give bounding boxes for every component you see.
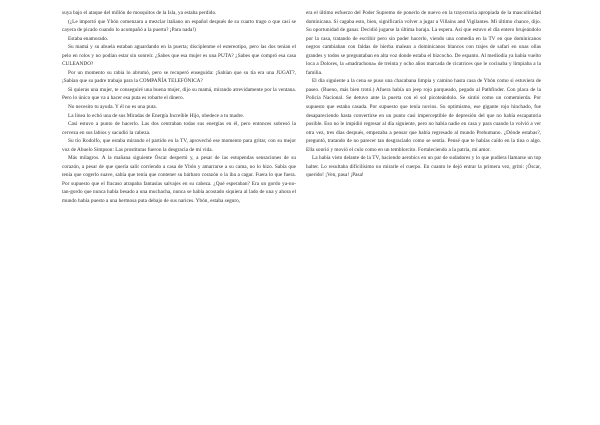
- paragraph: Casi estuvo a punto de hacerlo. Las dos centraban todas sus energías en él, pero entonces sobresó la cerveza en sus labios y sacudió la cabeza.: [62, 121, 296, 136]
- paragraph: era el último esfuerzo del Poder Supremo de ponerlo de nuevo en la trayectoria apropiada de la masculinidad dominicana. Si cagaba esto, bien, significaría volver a jugar a Villains and Vigilantes. Mi último chance, dijo. Su oportunidad de ganar. Decidió jugarse la última baraja. La espera. Así que estuvo el día entero brujeándolo por la casa, tratando de escribir pero sin poder hacerlo, viendo una comedia en la TV en que dominicanos negros cambiaban con faldas de hierba malean a dominicanos blancos con trajes de safari en unas ollas grandes y todos se preguntaban en alta voz donde estaba el bizcocho. De espanto. Al mediodía ya había vuelto loca a Dolores, la «madrachona» de treinta y ocho años marcada de cicatrices que le cocinaba y limpiaba a la familia.: [306, 10, 541, 76]
- paragraph: Por un momento su rabia lo abrumó, pero se recuperó enseguida: ¡Sabían que su tía era una JUGAT?, ¡Sabían que su padre trabajo para la COMPAÑÍA TELEFÓNICA?: [62, 69, 296, 85]
- paragraph: No necesito tu ayuda. Y él no es una puta.: [68, 104, 157, 111]
- paragraph: Su tío Rodolfo, que estaba mirando el partido en la TV, aprovechó ese momento para gritar, con su mejor voz de Abuelo Simpson: Las prostitutas fueron la desgracia de mi vida.: [62, 138, 296, 153]
- paragraph: (¿Le importó que Ybón comenzara a mezclar italiano un español después de su cuarto trago o que casi se cayera de picado cuando lo acompañó a la puerta? ¡Para nada!): [62, 18, 296, 34]
- paragraph: Más milagros. A la mañana siguiente Óscar despertó y, a pesar de las estupendas sensaciones de su corazón, a pesar de que quería salir corriendo a casa de Ybón y amarrarse a su cama, no lo hizo. Sabía que tenía que cogerlo suave, sabía que tenía que contener su bárbaro corazón o la iba a cagar. Fuera lo que fuera. Por supuesto que el fracaso atrapaba fantasías salvajes en su cabeza. ¿Qué esperaban? Era un gordo ya-no-tan-gordo que nunca había besado a una muchacha, nunca se había acostado siquiera al lado de una y ahora el mundo había puesto a una hermosa puta debajo de sus narices. Ybón, estaba seguro,: [62, 155, 296, 205]
- paragraph: suya bajo el ataque del millón de mosquitos de la Isla, ya estaba perdido.: [62, 10, 217, 16]
- right-page: [306, 9, 541, 180]
- paragraph: La había visto delante de la TV, haciendo aerobics en un par de sudadores y lo que pudiera llamarse un top halter. Lo resultaba dificilísimo no mirarle el cuerpo. En cuanto le dejó entrar la primera vez, gritó: ¡Óscar, querido! ¡Ven, pasa! ¡Pasa!: [306, 155, 541, 179]
- left-page: [62, 9, 296, 206]
- paragraph: Su mamá y su abuela estaban aguardando en la puerta; disciplenme el estereotipo, pero las dos tenían el pelo en rolos y no podían estar sin sonreír. ¿Sabes que esa mujer es una PUTA? ¿Sabes que compró esa casa CULEANDO?: [62, 44, 296, 68]
- paragraph: Si quieras una mujer, te conseguiré una buena mujer, dijo su mamá, mirando atrevidamente por la ventana. Pero lo único que va a hacer esa puta es robarte el dinero.: [62, 86, 296, 102]
- paragraph: La línea lo echó una de sus Miradas de Energía Increíble Hijo, obedece a tu madre.: [68, 112, 245, 119]
- paragraph: Estaba enamorado.: [68, 35, 109, 42]
- paragraph: El día siguiente a la cena se puso una chacabana limpia y camino hasta casa de Ybón como si estuviera de paseo. (Bueno, más bien trotó.) Afuera había un jeep rojo parqueado, pegado al Pathfinder. Con placa de la Policía Nacional. Se detuvo ante la puerta con el sol picoteándolo. Se sintió como un comemierda. Por supuesto que estaba casada. Por supuesto que tenía novios. Su optimismo, ese gigante rojo hinchado, fue desapareciendo hasta convertirse en un punto casi imperceptible de depresión del que no había escapatoria posible. Eso no le impidió regresar al día siguiente, pero no había nadie en casa y para cuando la volvió a ver otra vez, tres días después, empezaba a pensar que había regresado al mundo Prehumano. ¿Dónde estabas?, preguntó, tratando de no parecer tan desgraciado como se sentía. Pensé que te habías caído en la tina o algo. Ella sonrió y movió el culo como en un temblorcito. Fortaleciendo a la patria, mi amor.: [306, 78, 541, 153]
- page-gutter: [297, 0, 298, 425]
